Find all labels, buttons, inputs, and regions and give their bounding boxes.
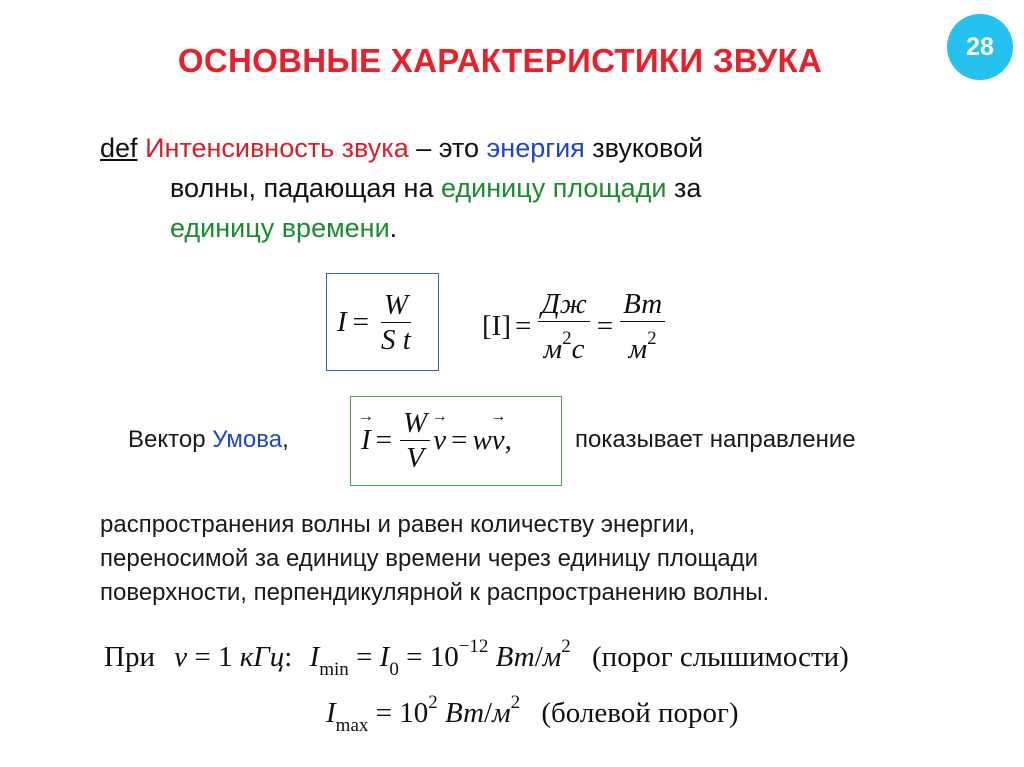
units-eq-1: = — [514, 310, 532, 342]
term-intensity: Интенсивность звука — [145, 133, 409, 163]
nu-eq: = 1 — [187, 641, 233, 673]
slide-title: ОСНОВНЫЕ ХАРАКТЕРИСТИКИ ЗВУКА — [177, 42, 823, 79]
definition-line-2 — [170, 168, 701, 208]
units-den-1 — [541, 322, 588, 366]
zero-subscript: 0 — [389, 659, 399, 680]
khz-unit: кГц — [232, 641, 285, 673]
max-subscript: max — [335, 715, 369, 736]
umov-numerator: W — [400, 406, 430, 441]
umov-vector-i: → I — [361, 424, 371, 457]
def-line-2a: волны, падающая на — [170, 173, 441, 203]
paragraph-line-3: поверхности, перпендикулярной к распространению волны. — [100, 579, 770, 606]
units-den-2 — [626, 322, 660, 366]
max-unit-exp: 2 — [510, 692, 521, 713]
intensity-fraction — [378, 288, 414, 357]
paragraph-line-2: переносимой за единицу времени через единицу площади — [100, 545, 759, 572]
umov-label — [128, 423, 289, 457]
umov-formula — [361, 406, 512, 475]
i-max: I — [326, 697, 336, 729]
units-den-1-base: м — [543, 333, 563, 365]
units-eq-2: = — [596, 310, 614, 342]
intensity-eq: = — [352, 306, 370, 338]
units-den-1-tail: с — [571, 333, 585, 365]
umov-denominator: V — [406, 442, 424, 474]
umov-vector-v2: → v — [492, 424, 505, 457]
def-keyword: def — [100, 133, 138, 163]
pri-word: При — [104, 641, 155, 673]
pain-threshold-note: (болевой порог) — [541, 697, 739, 729]
units-lhs: [I] — [482, 310, 511, 342]
intensity-formula — [337, 288, 417, 357]
max-eq: = 10 — [368, 697, 429, 729]
term-unit-area: единицу площади — [440, 173, 667, 203]
def-dash: – это — [408, 133, 487, 163]
intensity-denominator — [378, 323, 414, 357]
units-formula — [482, 287, 668, 366]
umov-formula-box — [350, 396, 562, 486]
max-unit-slash: / — [484, 697, 493, 729]
min-exponent: −12 — [458, 636, 489, 657]
units-den-1-exp: 2 — [562, 328, 572, 349]
units-den-2-exp: 2 — [647, 328, 657, 349]
umov-comma: , — [504, 424, 512, 456]
intensity-numerator: W — [381, 288, 411, 323]
min-unit-slash: / — [534, 641, 543, 673]
min-eq-3: = 10 — [398, 641, 459, 673]
min-unit-exp: 2 — [561, 636, 571, 657]
units-fraction-2 — [620, 287, 665, 366]
paragraph-line-1: распространения волны и равен количеству энергии, — [100, 511, 696, 538]
term-unit-time: единицу времени — [170, 213, 390, 243]
umov-eq-1: = — [375, 424, 393, 456]
den-s: S — [381, 324, 396, 356]
threshold-max-line — [326, 692, 739, 737]
definition-line-1 — [100, 128, 703, 168]
min-unit-b: м — [542, 641, 562, 673]
units-den-2-base: м — [628, 333, 648, 365]
den-t: t — [402, 324, 411, 356]
i-min: I — [309, 641, 320, 673]
threshold-min-line — [104, 636, 849, 681]
max-unit-a: Вт — [437, 697, 485, 729]
i-zero: I — [379, 641, 390, 673]
umov-after-text: показывает направление — [575, 426, 856, 453]
page-number-badge: 28 — [947, 14, 1013, 80]
definition-line-3 — [170, 208, 397, 248]
umov-fraction — [400, 406, 430, 475]
umov-vector-v: → v — [433, 424, 446, 457]
def-period: . — [389, 213, 398, 243]
max-unit-b: м — [492, 697, 511, 729]
min-eq-2: = — [348, 641, 380, 673]
umov-eq-2: = — [451, 424, 468, 456]
min-subscript: min — [319, 659, 349, 680]
min-unit-a: Вт — [488, 641, 535, 673]
description-paragraph — [100, 508, 769, 610]
umov-label-comma: , — [282, 426, 289, 453]
def-rest-1: звуковой — [584, 133, 704, 163]
hearing-threshold-note: (порог слышимости) — [592, 641, 849, 673]
min-colon: : — [284, 641, 293, 673]
nu-symbol: ν — [174, 641, 188, 673]
umov-name: Умова — [212, 426, 283, 453]
units-fraction-1 — [538, 287, 589, 366]
term-energy: энергия — [486, 133, 585, 163]
intensity-lhs: I — [337, 306, 347, 338]
max-exponent: 2 — [428, 692, 438, 713]
def-line-2b: за — [666, 173, 702, 203]
units-num-1: Дж — [538, 287, 589, 322]
umov-w: w — [472, 424, 492, 456]
units-num-2: Вт — [620, 287, 665, 322]
intensity-formula-box — [326, 273, 439, 371]
umov-label-a: Вектор — [128, 426, 213, 453]
